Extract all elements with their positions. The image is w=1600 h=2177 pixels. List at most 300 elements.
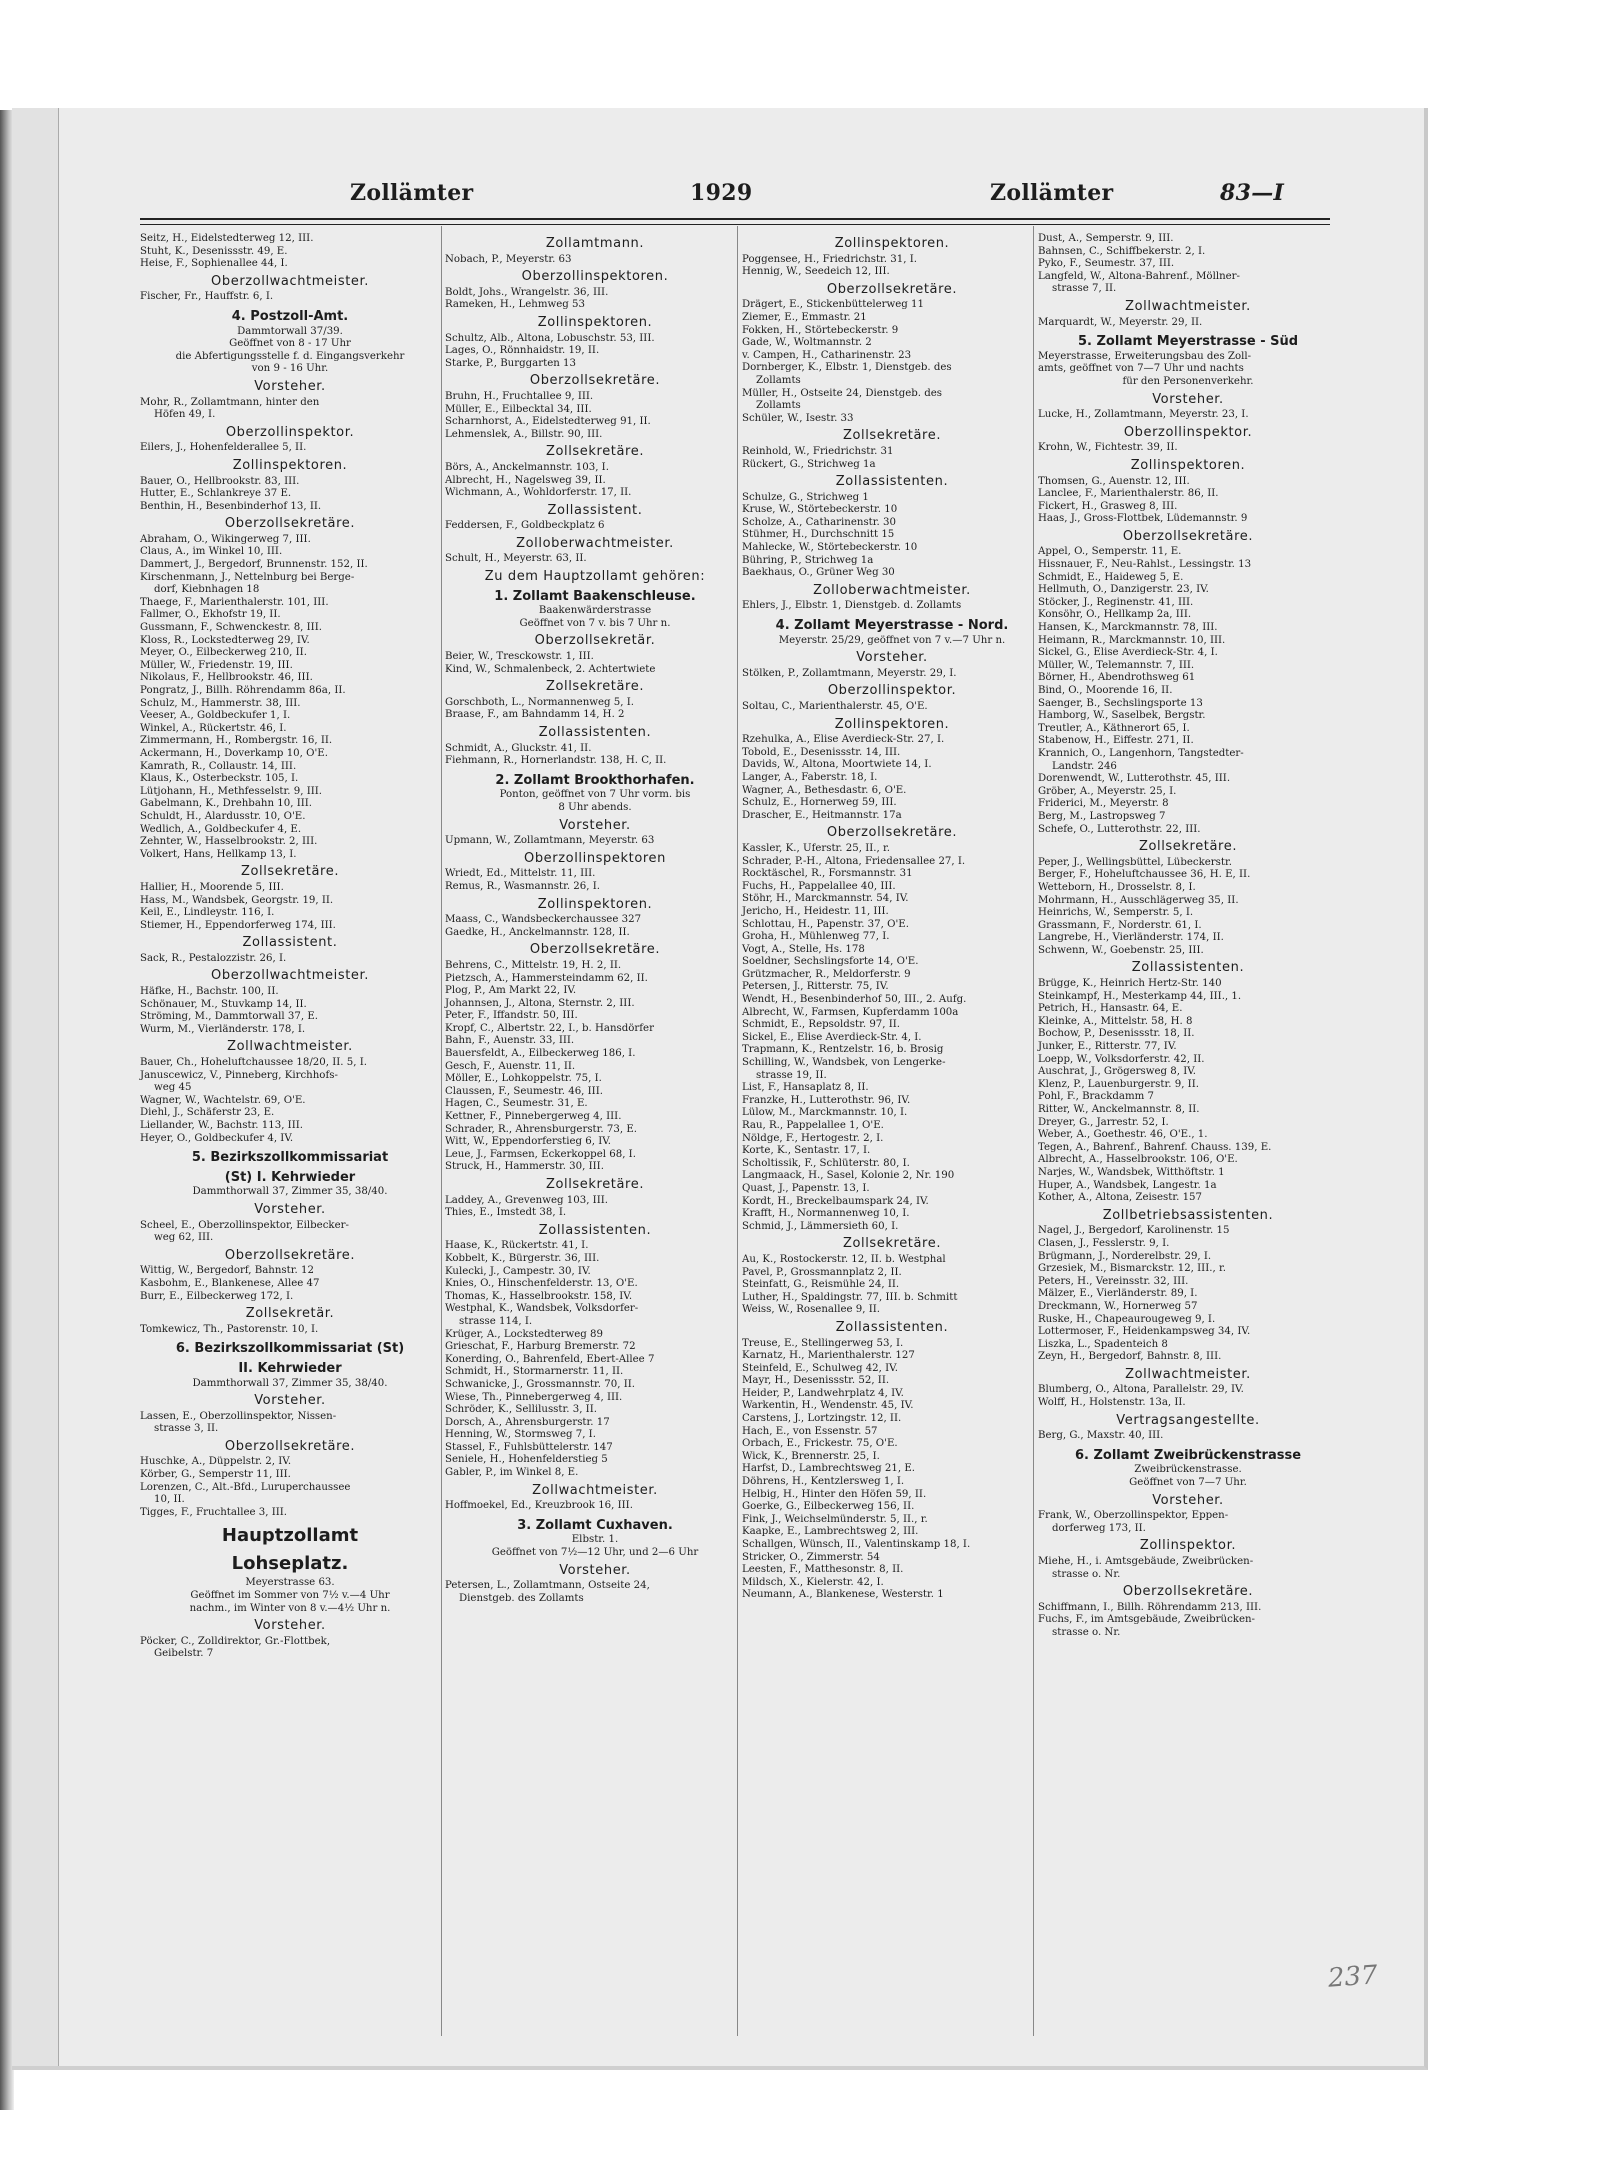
entry-line: Veeser, A., Goldbeckufer 1, I. <box>140 710 291 722</box>
entry-line: Hach, E., von Essenstr. 57 <box>742 1425 878 1437</box>
section-heading: Vertragsangestellte. <box>1116 1412 1260 1428</box>
entry-line: Scheel, E., Oberzollinspektor, Eilbecker- <box>140 1219 349 1231</box>
entry-line: Gussmann, F., Schwenckestr. 8, III. <box>140 622 322 634</box>
entry-line: Kassler, K., Uferstr. 25, II., r. <box>742 842 890 854</box>
entry-continuation: Landstr. 246 <box>1052 760 1117 772</box>
entry-line: Möller, E., Lohkoppelstr. 75, I. <box>445 1073 602 1085</box>
entry-line: Wagner, A., Bethesdastr. 6, O'E. <box>742 784 907 796</box>
section-heading: Zollassistenten. <box>538 1222 652 1238</box>
entry-line: Berger, F., Hoheluftchaussee 36, H. E, II. <box>1038 869 1251 881</box>
entry-line: Gabelmann, K., Drehbahn 10, III. <box>140 798 313 810</box>
entry-line: Döhrens, H., Kentzlersweg 1, I. <box>742 1476 905 1488</box>
entry-line: Korte, K., Sentastr. 17, I. <box>742 1145 871 1157</box>
entry-line: Helbig, H., Hinter den Höfen 59, II. <box>742 1488 927 1500</box>
entry-line: Schmidt, A., Gluckstr. 41, II. <box>445 742 592 754</box>
entry-line: Dust, A., Semperstr. 9, III. <box>1038 233 1174 244</box>
entry-line: Müller, H., Ostseite 24, Dienstgeb. des <box>742 387 943 399</box>
entry-line: Keil, E., Lindleystr. 116, I. <box>140 907 275 919</box>
office-info-line: Dammthorwall 37, Zimmer 35, 38/40. <box>192 1186 388 1198</box>
entry-line: Claus, A., im Winkel 10, III. <box>140 546 283 558</box>
entry-line: Neumann, A., Blankenese, Westerstr. 1 <box>742 1589 944 1601</box>
office-heading: II. Kehrwieder <box>238 1360 342 1376</box>
entry-line: Ehlers, J., Elbstr. 1, Dienstgeb. d. Zollamts <box>742 600 962 612</box>
section-heading: Vorsteher. <box>254 1393 326 1409</box>
entry-line: Scholtissik, F., Schlüterstr. 80, I. <box>742 1157 910 1169</box>
entry-line: Knies, O., Hinschenfelderstr. 13, O'E. <box>445 1278 638 1290</box>
entry-line: Wiese, Th., Pinnebergerweg 4, III. <box>445 1391 623 1403</box>
entry-continuation: Zollamts <box>756 400 801 412</box>
entry-line: Eilers, J., Hohenfelderallee 5, II. <box>140 442 307 454</box>
entry-line: Fokken, H., Störtebeckerstr. 9 <box>742 324 899 336</box>
entry-line: Fink, J., Weichselmünderstr. 5, II., r. <box>742 1513 928 1525</box>
entry-line: Rückert, G., Strichweg 1a <box>742 458 876 470</box>
entry-line: amts, geöffnet von 7—7 Uhr und nachts <box>1038 363 1244 375</box>
section-heading: Zollassistenten. <box>538 725 652 740</box>
entry-line: Grzesiek, M., Bismarckstr. 12, III., r. <box>1038 1263 1226 1275</box>
entry-line: Sack, R., Pestalozzistr. 26, I. <box>140 952 287 964</box>
entry-line: Fuchs, H., Pappelallee 40, III. <box>742 880 896 892</box>
main-office-heading: Hauptzollamt <box>221 1525 359 1547</box>
section-heading: Zollassistent. <box>547 502 643 518</box>
entry-line: Beier, W., Tresckowstr. 1, III. <box>445 651 594 663</box>
entry-line: Heimann, R., Marckmannstr. 10, III. <box>1038 634 1226 646</box>
entry-line: Mildsch, X., Kielerstr. 42, I. <box>742 1576 884 1588</box>
entry-line: Gade, W., Woltmannstr. 2 <box>742 337 872 349</box>
entry-line: Krohn, W., Fichtestr. 39, II. <box>1038 442 1178 454</box>
entry-line: Langer, A., Faberstr. 18, I. <box>742 771 878 783</box>
entry-line: Quast, J., Papenstr. 13, I. <box>742 1182 870 1194</box>
entry-line: Bauer, O., Hellbrookstr. 83, III. <box>140 475 300 487</box>
office-info-line: 8 Uhr abends. <box>558 801 632 813</box>
entry-line: Huschke, A., Düppelstr. 2, IV. <box>140 1456 292 1468</box>
entry-line: v. Campen, H., Catharinenstr. 23 <box>742 349 912 361</box>
entry-line: Hagen, C., Seumestr. 31, E. <box>445 1098 588 1110</box>
entry-line: Clasen, J., Fesslerstr. 9, I. <box>1038 1237 1170 1249</box>
entry-line: Ritter, W., Anckelmannstr. 8, II. <box>1038 1104 1200 1115</box>
office-heading: 6. Zollamt Zweibrückenstrasse <box>1074 1447 1302 1463</box>
entry-line: Mayr, H., Desenissstr. 52, II. <box>742 1375 890 1387</box>
entry-continuation: strasse 114, I. <box>459 1315 533 1327</box>
page-header <box>350 180 1340 220</box>
entry-line: Nöldge, F., Hertogestr. 2, I. <box>742 1132 884 1144</box>
entry-line: Konerding, O., Bahrenfeld, Ebert-Allee 7 <box>445 1353 655 1365</box>
section-heading: Oberzollsekretäre. <box>224 1247 356 1263</box>
entry-line: Bauersfeldt, A., Eilbeckerweg 186, I. <box>445 1048 636 1060</box>
entry-line: Reinhold, W., Friedrichstr. 31 <box>742 445 894 457</box>
entry-line: Langmaack, H., Sasel, Kolonie 2, Nr. 190 <box>742 1170 955 1182</box>
section-heading: Zollwachtmeister. <box>1125 298 1251 314</box>
entry-line: Winkel, A., Rückertstr. 46, I. <box>140 722 287 734</box>
office-info-line: Zweibrückenstrasse. <box>1134 1464 1242 1476</box>
entry-line: Haas, J., Gross-Flottbek, Lüdemannstr. 9 <box>1038 513 1248 525</box>
entry-line: Schönauer, M., Stuvkamp 14, II. <box>140 998 307 1010</box>
entry-line: Pohl, F., Brackdamm 7 <box>1038 1091 1155 1103</box>
section-heading: Zollbetriebsassistenten. <box>1102 1207 1274 1223</box>
entry-line: Krüger, A., Lockstedterweg 89 <box>445 1328 604 1340</box>
section-heading: Zu dem Hauptzollamt gehören: <box>484 569 706 585</box>
entry-line: Hoffmoekel, Ed., Kreuzbrook 16, III. <box>445 1500 633 1512</box>
entry-line: Albrecht, H., Nagelsweg 39, II. <box>445 474 606 486</box>
entry-line: Hamborg, W., Saselbek, Bergstr. <box>1038 710 1206 722</box>
entry-line: Schulz, M., Hammerstr. 38, III. <box>140 697 301 709</box>
section-heading: Oberzollsekretäre. <box>224 516 356 532</box>
office-heading: 4. Postzoll-Amt. <box>231 308 349 324</box>
entry-line: Thies, E., Imstedt 38, I. <box>445 1207 567 1219</box>
section-heading: Oberzollsekretäre. <box>529 942 661 958</box>
entry-line: Lassen, E., Oberzollinspektor, Nissen- <box>140 1410 337 1422</box>
entry-line: Nagel, J., Bergedorf, Karolinenstr. 15 <box>1038 1225 1230 1237</box>
entry-continuation: strasse o. Nr. <box>1052 1568 1121 1580</box>
header-right-title: Zollämter <box>990 180 1114 206</box>
section-heading: Zollsekretäre. <box>1138 839 1238 855</box>
entry-line: Pavel, P., Grossmannplatz 2, II. <box>742 1266 902 1278</box>
entry-line: Dreckmann, W., Hornerweg 57 <box>1038 1300 1198 1312</box>
entry-line: Tobold, E., Desenissstr. 14, III. <box>742 746 901 758</box>
entry-line: Tomkewicz, Th., Pastorenstr. 10, I. <box>140 1323 319 1335</box>
entry-line: Dornberger, K., Elbstr. 1, Dienstgeb. des <box>742 362 952 374</box>
section-heading: Zollamtmann. <box>545 236 645 251</box>
section-heading: Zollwachtmeister. <box>1125 1366 1251 1382</box>
entry-line: Klenz, P., Lauenburgerstr. 9, II. <box>1038 1078 1199 1090</box>
entry-line: Brügmann, J., Norderelbstr. 29, I. <box>1038 1250 1212 1262</box>
entry-line: Börner, H., Abendrothsweg 61 <box>1038 672 1196 684</box>
entry-line: Dorsch, A., Ahrensburgerstr. 17 <box>445 1416 610 1428</box>
entry-line: Schmidt, E., Haideweg 5, E. <box>1038 571 1184 583</box>
entry-line: Steinkampf, H., Mesterkamp 44, III., 1. <box>1038 990 1242 1002</box>
entry-line: Pöcker, C., Zolldirektor, Gr.-Flottbek, <box>140 1635 331 1647</box>
entry-line: Liszka, L., Spadenteich 8 <box>1038 1338 1168 1350</box>
entry-line: Albrecht, W., Farmsen, Kupferdamm 100a <box>742 1006 959 1018</box>
section-heading: Vorsteher. <box>254 378 326 394</box>
entry-line: Luther, H., Spaldingstr. 77, III. b. Schmitt <box>742 1291 958 1303</box>
entry-line: Thomas, K., Hasselbrookstr. 158, IV. <box>445 1290 633 1302</box>
entry-line: Volkert, Hans, Hellkamp 13, I. <box>140 848 297 860</box>
entry-line: Loepp, W., Volksdorferstr. 42, II. <box>1038 1053 1205 1065</box>
entry-line: Struck, H., Hammerstr. 30, III. <box>445 1161 604 1173</box>
entry-line: Starke, P., Burggarten 13 <box>445 357 576 369</box>
entry-line: Schwenn, W., Goebenstr. 25, III. <box>1038 944 1204 956</box>
section-heading: Oberzollsekretäre. <box>826 825 958 841</box>
entry-line: Warkentin, H., Wendenstr. 45, IV. <box>742 1400 914 1412</box>
entry-line: Zeyn, H., Bergedorf, Bahnstr. 8, III. <box>1038 1351 1222 1363</box>
section-heading: Zollsekretäre. <box>545 1177 645 1192</box>
section-heading: Zollassistenten. <box>835 1319 949 1335</box>
section-heading: Zolloberwachtmeister. <box>516 535 674 551</box>
entry-line: Lanclee, F., Marienthalerstr. 86, II. <box>1038 488 1219 500</box>
office-heading: 2. Zollamt Brookthorhafen. <box>495 772 695 788</box>
entry-line: Schallgen, Wünsch, II., Valentinskamp 18, I. <box>742 1539 971 1550</box>
section-heading: Zollassistenten. <box>1131 960 1245 976</box>
office-heading: 6. Bezirkszollkommissariat (St) <box>175 1341 405 1357</box>
entry-line: Peters, H., Vereinsstr. 32, III. <box>1038 1275 1189 1287</box>
entry-line: Rau, R., Pappelallee 1, O'E. <box>742 1120 884 1131</box>
entry-line: Treuse, E., Stellingerweg 53, I. <box>742 1337 904 1349</box>
entry-line: Karnatz, H., Marienthalerstr. 127 <box>742 1350 915 1362</box>
entry-line: Witt, W., Eppendorferstieg 6, IV. <box>445 1136 612 1148</box>
entry-line: Hellmuth, O., Danzigerstr. 23, IV. <box>1038 584 1209 596</box>
section-heading: Zollsekretäre. <box>842 1236 942 1252</box>
entry-line: Petrich, H., Hansastr. 64, E. <box>1038 1003 1183 1015</box>
entry-line: Wolff, H., Holstenstr. 13a, II. <box>1038 1397 1186 1409</box>
entry-line: Franzke, H., Lutterothstr. 96, IV. <box>742 1094 911 1106</box>
entry-line: Meyerstrasse, Erweiterungsbau des Zoll- <box>1038 350 1252 362</box>
section-heading: Oberzollwachtmeister. <box>211 968 369 984</box>
entry-line: Benthin, H., Besenbinderhof 13, II. <box>140 500 322 512</box>
entry-line: Narjes, W., Wandsbek, Witthöftstr. 1 <box>1038 1166 1225 1178</box>
entry-line: Schmidt, H., Stormarnerstr. 11, II. <box>445 1366 624 1378</box>
entry-line: Claussen, F., Seumestr. 46, III. <box>445 1085 603 1097</box>
entry-line: Seitz, H., Eidelstedterweg 12, III. <box>140 233 314 244</box>
entry-line: Schmid, J., Lämmersieth 60, I. <box>742 1220 899 1232</box>
section-heading: Zollsekretäre. <box>240 864 340 880</box>
entry-line: Bahnsen, C., Schiffbekerstr. 2, I. <box>1038 245 1206 257</box>
entry-line: Abraham, O., Wikingerweg 7, III. <box>140 533 311 545</box>
entry-line: Thomsen, G., Auenstr. 12, III. <box>1038 475 1190 487</box>
entry-line: Schmidt, E., Repsoldstr. 97, II. <box>742 1019 901 1031</box>
entry-line: Wendt, H., Besenbinderhof 50, III., 2. Aufg. <box>742 994 967 1006</box>
entry-line: Hissnauer, F., Neu-Rahlst., Lessingstr. 13 <box>1038 559 1252 571</box>
entry-line: Kasbohm, E., Blankenese, Allee 47 <box>140 1277 320 1289</box>
entry-line: Johannsen, J., Altona, Sternstr. 2, III. <box>445 997 635 1009</box>
entry-line: Stühmer, H., Durchschnitt 15 <box>742 529 895 541</box>
section-heading: Zollinspektoren. <box>834 236 950 251</box>
section-heading: Zollinspektor. <box>1139 1538 1237 1554</box>
section-heading: Zollinspektoren. <box>537 896 653 912</box>
section-heading: Oberzollsekretäre. <box>826 281 958 297</box>
entry-continuation: Geibelstr. 7 <box>154 1648 214 1660</box>
entry-line: Bühring, P., Strichweg 1a <box>742 554 874 566</box>
entry-line: Mahlecke, W., Störtebeckerstr. 10 <box>742 542 918 554</box>
entry-line: Stöcker, J., Reginenstr. 41, III. <box>1038 596 1194 608</box>
entry-line: Kloss, R., Lockstedterweg 29, IV. <box>140 634 310 646</box>
section-heading: Oberzollinspektor. <box>1123 424 1253 440</box>
entry-line: Weiss, W., Rosenallee 9, II. <box>742 1304 881 1316</box>
entry-line: Stricker, O., Zimmerstr. 54 <box>742 1551 880 1563</box>
entry-continuation: weg 62, III. <box>154 1232 214 1244</box>
entry-continuation: strasse 7, II. <box>1052 283 1117 295</box>
entry-line: Klaus, K., Osterbeckstr. 105, I. <box>140 773 299 785</box>
entry-line: Nikolaus, F., Hellbrookstr. 46, III. <box>140 672 313 684</box>
entry-line: Plog, P., Am Markt 22, IV. <box>445 985 577 997</box>
entry-line: Lülow, M., Marckmannstr. 10, I. <box>742 1107 908 1119</box>
previous-page-edge <box>12 108 59 2066</box>
entry-line: Hansen, K., Marckmannstr. 78, III. <box>1038 622 1218 634</box>
entry-line: Gaedke, H., Anckelmannstr. 128, II. <box>445 926 630 938</box>
section-heading: Zollsekretäre. <box>545 679 645 695</box>
section-heading: Zollsekretär. <box>245 1306 335 1322</box>
entry-line: Scharnhorst, A., Eidelstedterweg 91, II. <box>445 416 651 428</box>
section-heading: Vorsteher. <box>254 1618 326 1634</box>
entry-line: Feddersen, F., Goldbeckplatz 6 <box>445 520 605 532</box>
section-heading: Vorsteher. <box>1152 1492 1224 1508</box>
column-2 <box>445 233 745 1605</box>
entry-line: Stassel, F., Fuhlsbüttelerstr. 147 <box>445 1441 613 1453</box>
entry-line: Upmann, W., Zollamtmann, Meyerstr. 63 <box>445 835 655 847</box>
entry-line: Vogt, A., Stelle, Hs. 178 <box>742 943 865 955</box>
entry-line: Mälzer, E., Vierländerstr. 89, I. <box>1038 1288 1198 1300</box>
entry-line: Diehl, J., Schäferstr 23, E. <box>140 1107 275 1119</box>
section-heading: Oberzollinspektoren. <box>521 269 669 285</box>
entry-line: Kruse, W., Störtebeckerstr. 10 <box>742 504 898 516</box>
entry-line: Thaege, F., Marienthalerstr. 101, III. <box>140 596 329 608</box>
entry-line: Baekhaus, O., Grüner Weg 30 <box>742 567 895 579</box>
column-divider <box>441 226 442 2036</box>
entry-line: Kaapke, E., Lambrechtsweg 2, III. <box>742 1526 919 1538</box>
entry-line: Fickert, H., Grasweg 8, III. <box>1038 500 1178 512</box>
entry-line: Schiffmann, I., Billh. Röhrendamm 213, III. <box>1038 1601 1262 1613</box>
entry-line: Boldt, Johs., Wrangelstr. 36, III. <box>445 286 609 298</box>
entry-continuation: weg 45 <box>154 1082 192 1094</box>
entry-line: Hallier, H., Moorende 5, III. <box>140 881 284 893</box>
office-info-line: Dammtorwall 37/39. <box>237 325 343 337</box>
office-info-line: Meyerstrasse 63. <box>245 1577 335 1589</box>
office-info-line: Geöffnet von 8 - 17 Uhr <box>229 338 351 350</box>
entry-line: Kettner, F., Pinnebergerweg 4, III. <box>445 1111 622 1123</box>
entry-line: Gröber, A., Meyerstr. 25, I. <box>1038 785 1177 797</box>
entry-line: Wittig, W., Bergedorf, Bahnstr. 12 <box>140 1265 314 1277</box>
entry-line: Schulz, E., Hornerweg 59, III. <box>742 797 897 809</box>
entry-line: Groha, H., Mühlenweg 77, I. <box>742 931 890 943</box>
entry-line: Friderici, M., Meyerstr. 8 <box>1038 798 1169 810</box>
entry-line: Mohr, R., Zollamtmann, hinter den <box>140 396 320 408</box>
entry-line: Krannich, O., Langenhorn, Tangstedter- <box>1038 747 1244 759</box>
entry-line: Meyer, O., Eilbeckerweg 210, II. <box>140 647 307 659</box>
entry-line: Schlottau, H., Papenstr. 37, O'E. <box>742 918 909 930</box>
header-left-title: Zollämter <box>350 180 474 206</box>
entry-line: Heyer, O., Goldbeckufer 4, IV. <box>140 1132 294 1144</box>
entry-line: Petersen, J., Ritterstr. 75, IV. <box>742 981 889 993</box>
header-page-number: 83—I <box>1220 180 1285 206</box>
entry-line: Schröder, K., Sellilusstr. 3, II. <box>445 1404 597 1416</box>
entry-line: Trapmann, K., Rentzelstr. 16, b. Brosig <box>742 1044 944 1056</box>
entry-line: Wedlich, A., Goldbeckufer 4, E. <box>140 823 302 835</box>
entry-line: Harfst, D., Lambrechtsweg 21, E. <box>742 1463 916 1475</box>
office-info-line: die Abfertigungsstelle f. d. Eingangsverkehr <box>175 350 405 362</box>
entry-line: Davids, W., Altona, Moortwiete 14, I. <box>742 759 932 771</box>
entry-line: Stiemer, H., Eppendorferweg 174, III. <box>140 919 336 931</box>
section-heading: Vorsteher. <box>1152 391 1224 407</box>
entry-line: Ackermann, H., Doverkamp 10, O'E. <box>140 747 328 759</box>
entry-line: Häfke, H., Bachstr. 100, II. <box>140 986 279 998</box>
entry-line: Petersen, L., Zollamtmann, Ostseite 24, <box>445 1580 650 1592</box>
entry-line: Lucke, H., Zollamtmann, Meyerstr. 23, I. <box>1038 409 1249 421</box>
entry-line: Grassmann, F., Norderstr. 61, I. <box>1038 919 1202 931</box>
entry-line: Schüler, W., Isestr. 33 <box>742 412 854 424</box>
section-heading: Oberzollinspektor. <box>827 683 957 699</box>
header-rule <box>140 218 1330 225</box>
entry-line: Albrecht, A., Hasselbrookstr. 106, O'E. <box>1038 1154 1238 1166</box>
entry-line: Januscewicz, V., Pinneberg, Kirchhofs- <box>140 1069 338 1081</box>
entry-line: Schilling, W., Wandsbek, von Lengerke- <box>742 1057 946 1069</box>
entry-line: Soltau, C., Marienthalerstr. 45, O'E. <box>742 701 928 712</box>
entry-line: Schult, H., Meyerstr. 63, II. <box>445 553 587 565</box>
entry-line: Körber, G., Semperstr 11, III. <box>140 1469 291 1481</box>
office-heading: 3. Zollamt Cuxhaven. <box>517 1517 673 1533</box>
entry-line: Laddey, A., Grevenweg 103, III. <box>445 1194 608 1206</box>
entry-line: Sickel, E., Elise Averdieck-Str. 4, I. <box>742 1031 922 1043</box>
section-heading: Vorsteher. <box>559 817 631 833</box>
entry-line: Heider, P., Landwehrplatz 4, IV. <box>742 1387 904 1399</box>
entry-line: Braase, F., am Bahndamm 14, H. 2 <box>445 709 625 721</box>
entry-line: Lages, O., Rönnhaidstr. 19, II. <box>445 345 600 357</box>
entry-line: Marquardt, W., Meyerstr. 29, II. <box>1038 316 1203 328</box>
entry-line: Müller, W., Telemannstr. 7, III. <box>1038 659 1195 671</box>
entry-line: Drascher, E., Heitmannstr. 17a <box>742 809 902 821</box>
entry-line: Scholze, A., Catharinenstr. 30 <box>742 516 896 528</box>
entry-line: Kamrath, R., Collaustr. 14, III. <box>140 760 297 772</box>
section-heading: Zollinspektoren. <box>232 457 348 473</box>
entry-line: Kordt, H., Breckelbaumspark 24, IV. <box>742 1195 929 1207</box>
entry-line: Bochow, P., Desenissstr. 18, II. <box>1038 1028 1195 1040</box>
entry-line: Fallmer, O., Ekhofstr 19, II. <box>140 609 281 621</box>
entry-line: Sickel, G., Elise Averdieck-Str. 4, I. <box>1038 647 1218 659</box>
office-info-line: Dammthorwall 37, Zimmer 35, 38/40. <box>192 1377 388 1389</box>
entry-line: Frank, W., Oberzollinspektor, Eppen- <box>1038 1510 1229 1522</box>
entry-line: Schuldt, H., Alardusstr. 10, O'E. <box>140 810 306 822</box>
entry-line: Konsöhr, O., Hellkamp 2a, III. <box>1038 609 1192 621</box>
office-heading: 5. Zollamt Meyerstrasse - Süd <box>1077 334 1299 350</box>
entry-continuation: dorf, Kiebnhagen 18 <box>154 584 260 596</box>
entry-line: Brügge, K., Heinrich Hertz-Str. 140 <box>1038 978 1222 990</box>
entry-line: Stölken, P., Zollamtmann, Meyerstr. 29, I. <box>742 667 957 679</box>
entry-line: Bahn, F., Auenstr. 33, III. <box>445 1035 575 1047</box>
entry-line: Wagner, W., Wachtelstr. 69, O'E. <box>140 1094 306 1106</box>
entry-line: Bauer, Ch., Hoheluftchaussee 18/20, II. 5, I. <box>140 1057 367 1069</box>
entry-line: Poggensee, H., Friedrichstr. 31, I. <box>742 253 917 265</box>
entry-line: Maass, C., Wandsbeckerchaussee 327 <box>445 914 642 926</box>
section-heading: Oberzollsekretäre. <box>1122 528 1254 544</box>
office-info-line: Meyerstr. 25/29, geöffnet von 7 v.—7 Uhr n. <box>778 634 1006 646</box>
entry-line: Hutter, E., Schlankreye 37 E. <box>140 488 292 500</box>
entry-line: Seniele, H., Hohenfelderstieg 5 <box>445 1454 608 1466</box>
office-info-line: von 9 - 16 Uhr. <box>251 363 329 375</box>
entry-line: Wriedt, Ed., Mittelstr. 11, III. <box>445 868 596 880</box>
entry-line: Goerke, G., Eilbeckerweg 156, II. <box>742 1501 915 1513</box>
entry-line: Müller, E., Eilbecktal 34, III. <box>445 403 592 415</box>
entry-line: Westphal, K., Wandsbek, Volksdorfer- <box>445 1303 639 1315</box>
entry-line: Kulecki, J., Campestr. 30, IV. <box>445 1265 591 1277</box>
entry-line: Steinfatt, G., Reismühle 24, II. <box>742 1279 900 1291</box>
entry-line: Lorenzen, C., Alt.-Bfd., Luruperchaussee <box>140 1481 351 1493</box>
entry-line: Wurm, M., Vierländerstr. 178, I. <box>140 1023 306 1035</box>
entry-line: Schrader, R., Ahrensburgerstr. 73, E. <box>445 1123 637 1135</box>
scan-top-margin <box>0 0 1600 52</box>
entry-line: Dammert, J., Bergedorf, Brunnenstr. 152, II. <box>140 559 368 571</box>
entry-continuation: strasse o. Nr. <box>1052 1626 1121 1638</box>
section-heading: Oberzollsekretäre. <box>1122 1584 1254 1600</box>
entry-line: Leue, J., Farmsen, Eckerkoppel 68, I. <box>445 1148 636 1160</box>
handwritten-page-number: 237 <box>1327 1960 1379 1994</box>
entry-line: Stöhr, H., Marckmannstr. 54, IV. <box>742 893 909 905</box>
entry-line: Zimmermann, H., Rombergstr. 16, II. <box>140 735 333 747</box>
section-heading: Zollwachtmeister. <box>532 1482 658 1498</box>
office-info-line: Baakenwärderstrasse <box>538 605 652 617</box>
entry-line: Dreyer, G., Jarrestr. 52, I. <box>1038 1116 1169 1128</box>
header-year: 1929 <box>690 180 753 206</box>
entry-line: Rzehulka, A., Elise Averdieck-Str. 27, I. <box>742 734 945 746</box>
entry-line: Schefe, O., Lutterothstr. 22, III. <box>1038 823 1201 835</box>
section-heading: Vorsteher. <box>254 1201 326 1217</box>
entry-line: Ströming, M., Dammtorwall 37, E. <box>140 1011 319 1023</box>
entry-line: List, F., Hansaplatz 8, II. <box>742 1082 869 1094</box>
entry-line: Rocktäschel, R., Forsmannstr. 31 <box>742 868 913 880</box>
entry-line: Gorschboth, L., Normannenweg 5, I. <box>445 696 634 708</box>
entry-line: Steinfeld, E., Schulweg 42, IV. <box>742 1362 898 1374</box>
entry-line: Kropf, C., Albertstr. 22, I., b. Hansdörfer <box>445 1022 654 1034</box>
entry-line: Remus, R., Wasmannstr. 26, I. <box>445 880 601 892</box>
entry-line: Ziemer, E., Emmastr. 21 <box>742 311 867 323</box>
entry-line: Lottermoser, F., Heidenkampsweg 34, IV. <box>1038 1326 1251 1338</box>
